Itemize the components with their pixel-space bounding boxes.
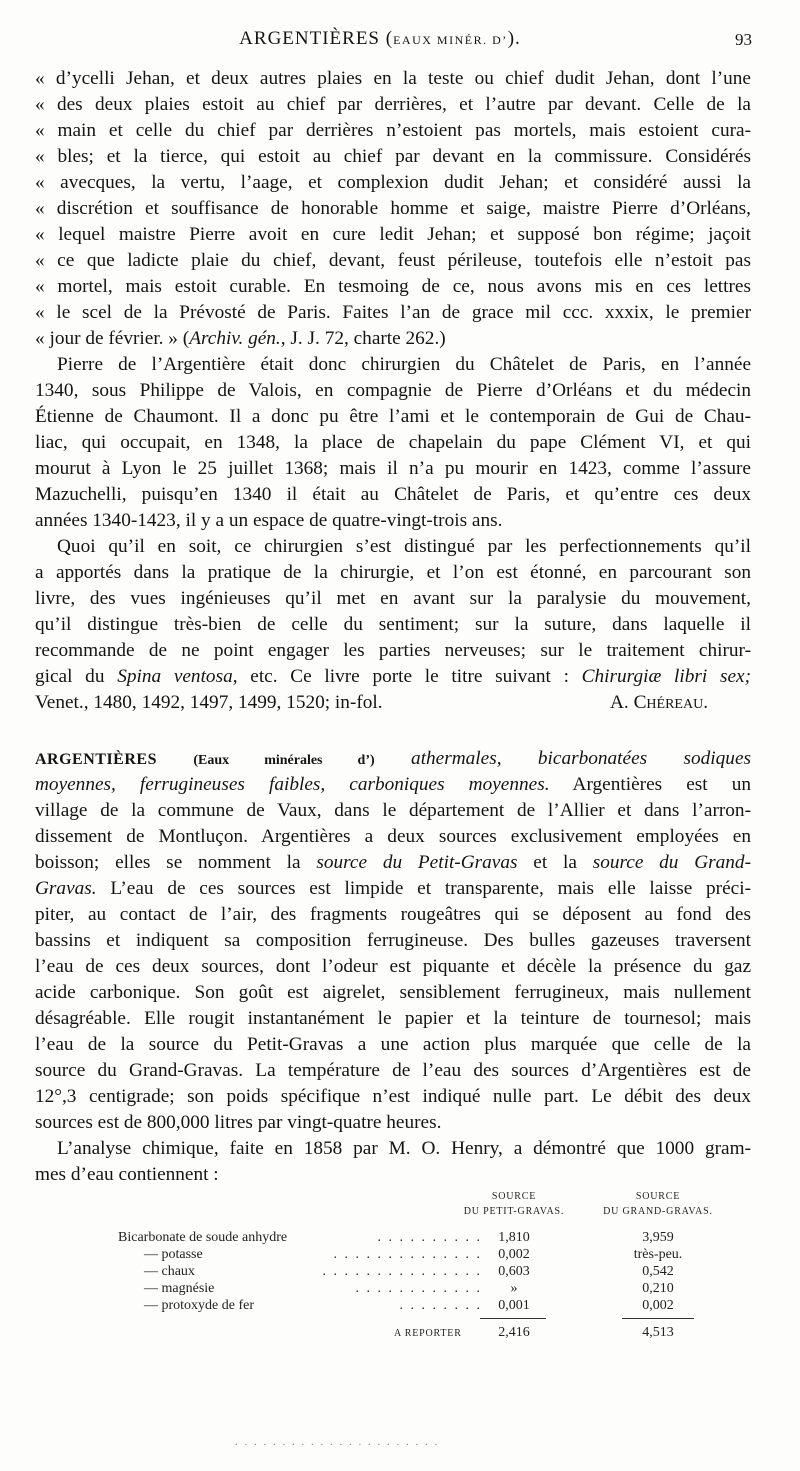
text-line: boisson; elles se nomment la source du Petit-Gravas et la source du Grand- [35, 852, 751, 873]
text-line: « d’ycelli Jehan, et deux autres plaies en la teste ou chief dudit Jehan, dont l’une [35, 68, 751, 89]
text-line: gical du Spina ventosa, etc. Ce livre porte le titre suivant : Chirurgiæ libri sex; [35, 666, 752, 687]
entry-subtitle: (Eaux minérales d’) [193, 753, 375, 768]
footer-divider: . . . . . . . . . . . . . . . . . . . . . . [235, 1436, 440, 1448]
text-line: « bles; et la tierce, qui estoit au chief par devant en la commissure. Considérés [35, 146, 751, 167]
column-header-petit-gravas: SOURCE DU PETIT-GRAVAS. [463, 1191, 565, 1217]
page-number: 93 [735, 30, 752, 49]
text-line: Gravas. L’eau de ces sources est limpide et transparente, mais elle laisse préci- [35, 878, 751, 899]
text-line: l’eau de la source du Petit-Gravas a une action plus marquée que celle de la [35, 1034, 751, 1055]
table-row: Bicarbonate de soude anhydre . . . . . . . . . . 1,810 3,959 [118, 1230, 674, 1245]
book-title: Chirurgiæ libri sex; [581, 666, 752, 687]
text-line: « discrétion et souffisance de honorable homme et saige, maistre Pierre d’Orléans, [35, 198, 751, 219]
text-line: ARGENTIÈRES (Eaux minérales d’) athermales, bicarbonatées sodiques [35, 748, 752, 769]
text-line: « ce que ladicte plaie du chief, devant, feust périleuse, toutefois elle n’estoit pas [35, 250, 751, 271]
text-line: Étienne de Chaumont. Il a donc pu être l’ami et le contemporain de Gui de Chau- [35, 406, 751, 427]
text-line: Mazuchelli, puisqu’en 1340 il était au Châtelet de Paris, et qu’entre ces deux [35, 484, 751, 505]
entry-title: ARGENTIÈRES [35, 751, 157, 768]
body-text [35, 66, 751, 716]
text-line: « avecques, la vertu, l’aage, et complexion dudit Jehan; et considéré aussi la [35, 172, 751, 193]
text-line: L’analyse chimique, faite en 1858 par M. O. Henry, a démontré que 1000 gram- [57, 1138, 751, 1159]
quote-block [35, 66, 751, 352]
source-citation: Archiv. gén. [189, 328, 281, 349]
entry-argentieres [35, 746, 751, 1188]
text-line: recommande de ne point engager les parties nerveuses; sur le traitement chirur- [35, 640, 751, 661]
text-line: Quoi qu’il en soit, ce chirurgien s’est distingué par les perfectionnements qu’il [57, 536, 751, 557]
text-line: années 1340-1423, il y a un espace de quatre-vingt-trois ans. [35, 510, 503, 531]
text-line: « le scel de la Prévosté de Paris. Faites l’an de grace mil ccc. xxxix, le premier [35, 302, 751, 323]
text-line: piter, au contact de l’air, des fragments rougeâtres qui se déposent au fond des [35, 904, 751, 925]
table-row: — magnésie . . . . . . . . . . . . » 0,210 [144, 1281, 674, 1296]
table-row: — chaux . . . . . . . . . . . . . . . 0,603 0,542 [144, 1264, 674, 1279]
report-label: A REPORTER [394, 1328, 462, 1339]
sum-rule [480, 1318, 546, 1319]
author-signature: A. Chéreau. [610, 692, 709, 713]
running-title-smallcaps: EAUX MINÉR. D’ [393, 33, 508, 47]
text-line: village de la commune de Vaux, dans le département de l’Allier et dans l’arron- [35, 800, 751, 821]
text-line: a apportés dans la pratique de la chirurgie, et l’on est étonné, en parcourant son [35, 562, 751, 583]
text-line: qu’il distingue très-bien de celle du sentiment; sur la suture, dans laquelle il [35, 614, 751, 635]
text-line: acide carbonique. Son goût est aigrelet, sensiblement ferrugineux, mais nullement [35, 982, 751, 1003]
text-line: mourut à Lyon le 25 juillet 1368; mais il n’a pu mourir en 1423, comme l’assure [35, 458, 751, 479]
text-line: bassins et indiquent sa composition ferrugineuse. Des bulles gazeuses traversent [35, 930, 751, 951]
running-title: ARGENTIÈRES (EAUX MINÉR. D’). [239, 28, 521, 49]
text-line: « jour de février. » (Archiv. gén., J. J. 72, charte 262.) [35, 328, 446, 349]
table-total-row: A REPORTER 2,416 4,513 [394, 1325, 674, 1340]
text-line: 1340, sous Philippe de Valois, en compagnie de Pierre d’Orléans et du médecin [35, 380, 751, 401]
text-line: Pierre de l’Argentière était donc chirurgien du Châtelet de Paris, en l’année [57, 354, 751, 375]
text-line: « lequel maistre Pierre avoit en cure ledit Jehan; et supposé bon régime; jaçoit [35, 224, 751, 245]
table-row: — protoxyde de fer . . . . . . . . 0,001 0,002 [144, 1298, 674, 1313]
text-line: moyennes, ferrugineuses faibles, carboniques moyennes. Argentières est un [35, 774, 751, 795]
text-line: liac, qui occupait, en 1348, la place de chapelain du pape Clément VI, et qui [35, 432, 751, 453]
text-line: l’eau de ces deux sources, dont l’odeur est piquante et décèle la présence du gaz [35, 956, 751, 977]
text-line: dissement de Montluçon. Argentières a deux sources exclusivement employées en [35, 826, 751, 847]
text-line: sources est de 800,000 litres par vingt-quatre heures. [35, 1112, 442, 1133]
paragraph-pierre [35, 352, 751, 534]
text-line: désagréable. Elle rougit instantanément le papier et la teinture de tournesol; mais [35, 1008, 751, 1029]
text-line: « mortel, mais estoit curable. En tesmoing de ce, nous avons mis en ces lettres [35, 276, 751, 297]
sum-rule [622, 1318, 694, 1319]
text-line: « main et celle du chief par derrières n’estoient pas mortels, mais estoient cura- [35, 120, 751, 141]
text-line: mes d’eau contiennent : [35, 1164, 219, 1185]
column-header-grand-gravas: SOURCE DU GRAND-GRAVAS. [603, 1191, 713, 1217]
text-line: « des deux plaies estoit au chief par derrières, et l’autre par devant. Celle de la [35, 94, 751, 115]
paragraph-quoi [35, 534, 751, 716]
table-row: — potasse . . . . . . . . . . . . . . 0,002 très-peu. [144, 1247, 683, 1262]
text-line: source du Grand-Gravas. La température de l’eau des sources d’Argentières est de [35, 1060, 751, 1081]
text-line: 12°,3 centigrade; son poids spécifique n’est indiqué nulle part. Le débit des deux [35, 1086, 751, 1107]
page-header [0, 28, 800, 58]
text-line: Venet., 1480, 1492, 1497, 1499, 1520; in-fol. A. Chéreau. [35, 690, 751, 716]
text-line: livre, des vues ingénieuses qu’il met en avant sur la paralysie du mouvement, [35, 588, 751, 609]
